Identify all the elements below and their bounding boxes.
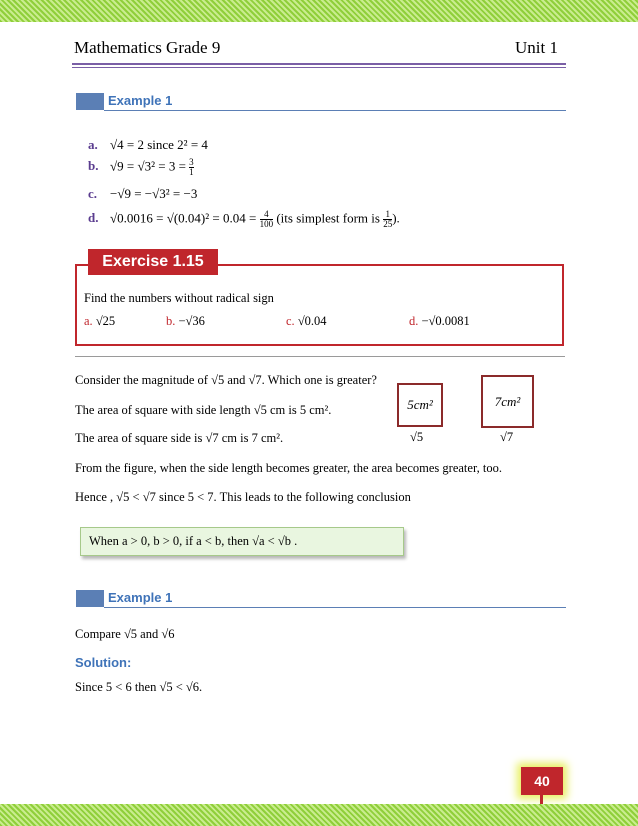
heading-bar — [76, 590, 104, 607]
heading-rule — [104, 607, 566, 608]
header-rule-thin — [72, 67, 566, 68]
solution-text: Since 5 < 6 then √5 < √6. — [75, 680, 203, 694]
paragraph-figure: From the figure, when the side length becomes greater, the area becomes greater, too. — [75, 461, 502, 475]
section-divider — [75, 356, 565, 357]
example-item-d: d. √0.0016 = √(0.04)² = 0.04 = $\frac{4}{100}$ (its simplest form is $\frac{1}{25}$ ). — [88, 209, 400, 229]
example-item-a: a. √4 = 2 since 2² = 4 — [88, 137, 208, 152]
paragraph-hence: Hence , √5 < √7 since 5 < 7. This leads to the following conclusion — [75, 490, 411, 504]
compare-question: Compare √5 and √6 — [75, 627, 175, 641]
example-label-2: Example 1 — [108, 590, 173, 605]
heading-bar — [76, 93, 104, 110]
header-rule — [72, 63, 566, 65]
heading-rule — [104, 110, 566, 111]
example-expr-a: √4 = 2 since 2² = 4 — [110, 137, 208, 152]
exercise-item-c: c. √0.04 — [286, 314, 327, 328]
square-7: 7cm² — [481, 375, 534, 428]
paragraph-area-5: The area of square with side length √5 cm is 5 cm². — [75, 403, 332, 417]
example-expr-d: √0.0016 = √(0.04)² = 0.04 = — [110, 210, 260, 226]
example-heading-2 — [76, 590, 566, 608]
paragraph-area-7: The area of square side is √7 cm is 7 cm². — [75, 431, 284, 445]
exercise-item-a: a. √25 — [84, 314, 116, 328]
fraction: $\frac{1}{25}$ — [383, 209, 393, 229]
example-expr-b: √9 = √3² = 3 = — [110, 158, 190, 174]
top-decorative-band — [0, 0, 638, 22]
solution-label: Solution: — [75, 655, 132, 670]
bottom-decorative-band — [0, 804, 638, 826]
conclusion-box: When a > 0, b > 0, if a < b, then √a < √b . — [80, 527, 404, 556]
header-title: Mathematics Grade 9 — [74, 38, 221, 57]
example-item-c: c. −√9 = −√3² = −3 — [88, 186, 198, 201]
header-unit: Unit 1 — [515, 38, 558, 57]
paragraph-magnitude: Consider the magnitude of √5 and √7. Which one is greater? — [75, 373, 377, 387]
square-5-side: √5 — [410, 430, 424, 444]
exercise-item-d: d. −√0.0081 — [409, 314, 470, 328]
exercise-instruction: Find the numbers without radical sign — [84, 291, 274, 305]
page-number: 40 — [521, 767, 563, 795]
fraction: $\frac{3}{1}$ — [189, 157, 194, 177]
example-heading — [76, 93, 566, 111]
square-7-side: √7 — [500, 430, 514, 444]
example-label: Example 1 — [108, 93, 173, 108]
square-5: 5cm² — [397, 383, 443, 427]
exercise-item-b: b. −√36 — [166, 314, 205, 328]
example-item-b: b. √9 = √3² = 3 = $\frac{3}{1}$ — [88, 157, 194, 177]
example-expr-c: −√9 = −√3² = −3 — [110, 186, 198, 201]
fraction: $\frac{4}{100}$ — [259, 209, 274, 229]
exercise-title: Exercise 1.15 — [88, 249, 218, 275]
